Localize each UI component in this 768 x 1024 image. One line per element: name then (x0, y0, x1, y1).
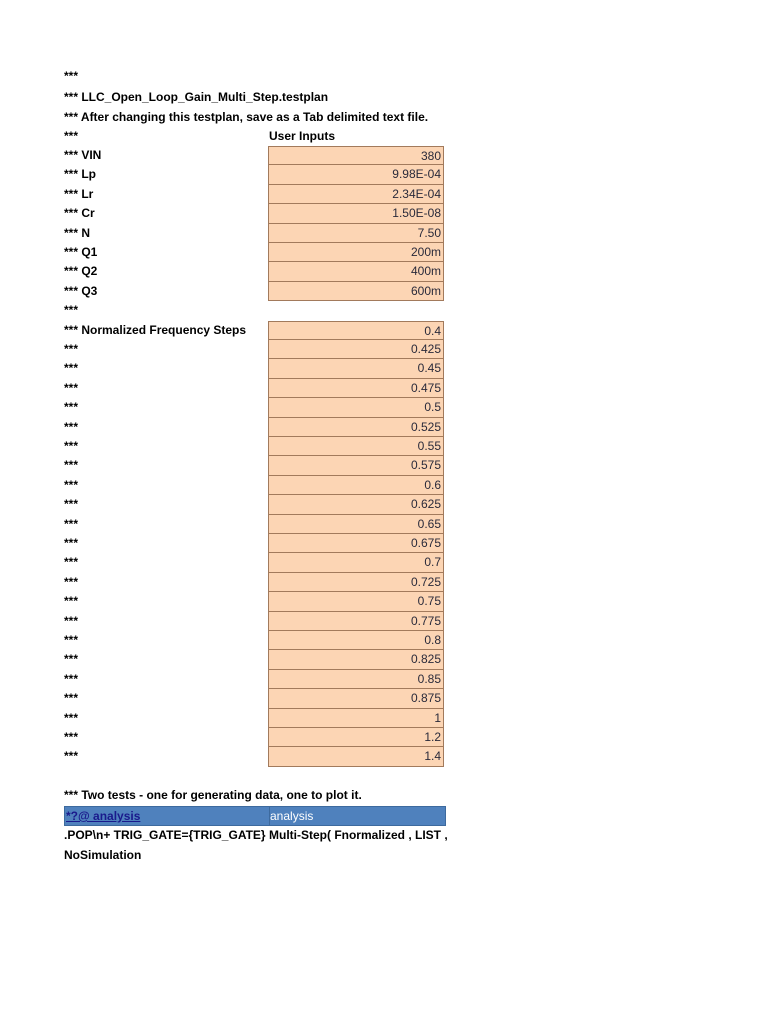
input-cell-lp[interactable]: 9.98E-04 (268, 165, 444, 184)
row-marker: *** (64, 477, 79, 492)
input-row-q2 (64, 262, 448, 281)
row-marker: *** (64, 342, 79, 356)
freq-step-cell[interactable]: 0.5 (268, 398, 444, 417)
input-cell-q3[interactable]: 600m (268, 282, 444, 301)
input-cell-vin[interactable]: 380 (268, 146, 444, 165)
freq-step-cell[interactable]: 1.2 (268, 728, 444, 747)
freq-step-cell[interactable]: 0.475 (268, 379, 444, 398)
freq-step-row (64, 418, 448, 437)
freq-step-cell[interactable]: 0.8 (268, 631, 444, 650)
freq-step-cell[interactable]: 0.525 (268, 418, 444, 437)
freq-step-row (64, 592, 448, 611)
freq-step-cell[interactable]: 0.575 (268, 456, 444, 475)
freq-step-row (64, 631, 448, 650)
input-label: *** N (64, 225, 91, 240)
row-marker: *** (64, 671, 79, 686)
row-marker: *** (64, 633, 79, 647)
row-marker: *** (64, 555, 79, 570)
freq-step-row (64, 456, 448, 475)
freq-step-row (64, 553, 448, 572)
freq-step-row (64, 689, 448, 708)
input-row-cr (64, 204, 448, 223)
input-label: *** Cr (64, 206, 95, 221)
input-label: *** Q2 (64, 264, 98, 279)
freq-step-row (64, 340, 448, 359)
row-marker: *** (64, 400, 79, 415)
freq-step-cell[interactable]: 0.55 (268, 437, 444, 456)
header-row-1 (64, 67, 448, 86)
freq-step-row (64, 379, 448, 398)
freq-step-row (64, 650, 448, 669)
header-row-3 (64, 108, 448, 127)
freq-step-row (64, 359, 448, 378)
analysis-header-row (64, 806, 446, 826)
freq-step-cell[interactable]: 0.425 (268, 340, 444, 359)
row-marker: *** (64, 361, 79, 376)
row-marker: *** (64, 691, 79, 706)
row-marker: *** (64, 749, 79, 764)
nosimulation-text: NoSimulation (64, 848, 142, 862)
freq-step-cell[interactable]: 0.675 (268, 534, 444, 553)
multistep-command: Multi-Step( Fnormalized , LIST , (269, 828, 448, 842)
freq-step-cell[interactable]: 0.875 (268, 689, 444, 708)
freq-step-row (64, 398, 448, 417)
testplan-title: *** LLC_Open_Loop_Gain_Multi_Step.testplan (64, 90, 329, 104)
row-marker: *** (64, 516, 79, 531)
freq-step-row (64, 709, 448, 728)
row-marker: *** (64, 458, 79, 473)
row-marker: *** (64, 730, 79, 744)
save-instruction: *** After changing this testplan, save as a Tab delimited text file. (64, 110, 429, 124)
freq-step-row (64, 476, 448, 495)
analysis-link[interactable]: *?@ analysis (65, 807, 270, 825)
freq-step-cell[interactable]: 1.4 (268, 747, 444, 766)
separator-text: *** (64, 303, 79, 318)
input-label: *** VIN (64, 148, 102, 162)
freq-step-cell[interactable]: 0.775 (268, 612, 444, 631)
input-cell-q1[interactable]: 200m (268, 243, 444, 262)
freq-step-cell[interactable]: 0.7 (268, 553, 444, 572)
input-row-vin (64, 146, 448, 165)
freq-step-row (64, 515, 448, 534)
input-cell-q2[interactable]: 400m (268, 262, 444, 281)
freq-step-row (64, 747, 448, 766)
freq-step-cell[interactable]: 0.65 (268, 515, 444, 534)
input-row-lr (64, 185, 448, 204)
freq-step-row (64, 534, 448, 553)
header-text: *** (64, 69, 79, 83)
input-label: *** Q1 (64, 245, 98, 259)
input-label: *** Q3 (64, 283, 98, 298)
header-row-2 (64, 88, 448, 107)
freq-step-cell[interactable]: 0.45 (268, 359, 444, 378)
separator-row (64, 301, 448, 320)
freq-step-row (64, 612, 448, 631)
freq-step-cell[interactable]: 0.75 (268, 592, 444, 611)
input-label: *** Lp (64, 167, 97, 182)
row-marker: *** (64, 439, 79, 453)
input-row-q3 (64, 282, 448, 301)
freq-step-row (64, 437, 448, 456)
input-cell-cr[interactable]: 1.50E-08 (268, 204, 444, 223)
row-marker: *** (64, 536, 79, 550)
input-row-q1 (64, 243, 448, 262)
row-marker: *** (64, 613, 79, 628)
user-inputs-label: User Inputs (269, 129, 336, 143)
row-marker: *** (64, 710, 79, 725)
input-cell-lr[interactable]: 2.34E-04 (268, 185, 444, 204)
analysis-header-cell[interactable]: analysis (270, 809, 314, 823)
row-marker: *** (64, 497, 79, 512)
freq-step-cell[interactable]: 0.825 (268, 650, 444, 669)
freq-step-cell[interactable]: 0.4 (268, 321, 444, 340)
freq-step-row (64, 573, 448, 592)
row-marker: *** (64, 419, 79, 434)
freq-steps-label: *** Normalized Frequency Steps (64, 322, 247, 337)
freq-step-cell[interactable]: 1 (268, 709, 444, 728)
freq-step-row (64, 495, 448, 514)
freq-step-cell[interactable]: 0.725 (268, 573, 444, 592)
row-marker: *** (64, 380, 79, 395)
freq-step-row (64, 670, 448, 689)
freq-step-cell[interactable]: 0.6 (268, 476, 444, 495)
header-text: *** (64, 129, 79, 143)
input-cell-n[interactable]: 7.50 (268, 224, 444, 243)
row-marker: *** (64, 652, 79, 667)
freq-step-cell[interactable]: 0.625 (268, 495, 444, 514)
row-marker: *** (64, 574, 79, 589)
input-row-n (64, 224, 448, 243)
tests-note: *** Two tests - one for generating data, one to plot it. (64, 788, 362, 802)
pop-command: .POP\n+ TRIG_GATE={TRIG_GATE} (64, 828, 266, 842)
input-label: *** Lr (64, 186, 94, 201)
input-row-lp (64, 165, 448, 184)
freq-step-row (64, 321, 448, 340)
freq-step-row (64, 728, 448, 747)
freq-step-cell[interactable]: 0.85 (268, 670, 444, 689)
row-marker: *** (64, 594, 79, 609)
header-row-4 (64, 127, 448, 146)
